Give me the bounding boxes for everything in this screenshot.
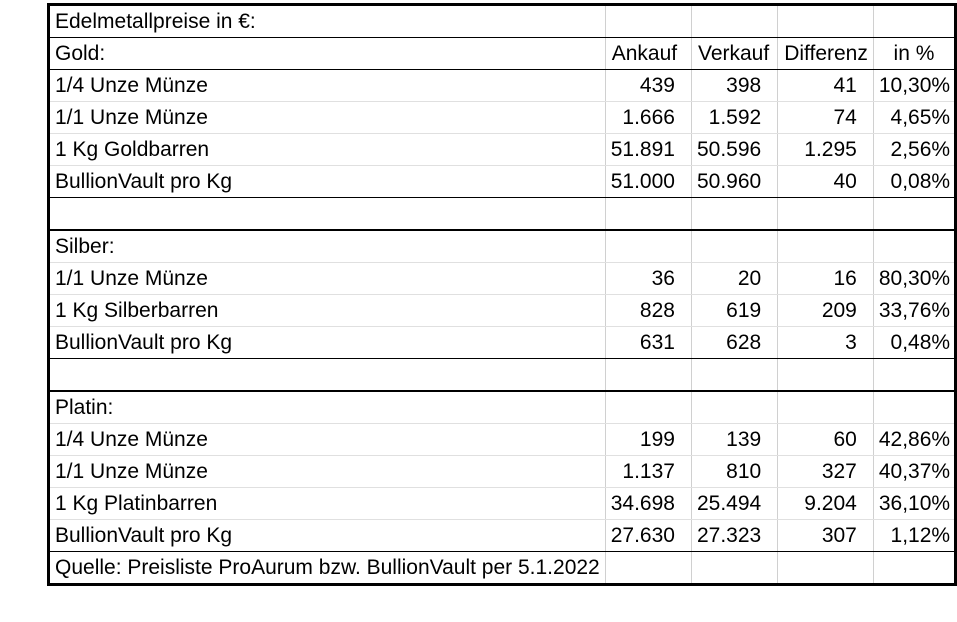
empty-cell[interactable] [691,359,777,392]
table-row [49,102,956,134]
table-row [49,166,956,198]
differenz-cell[interactable]: 60 [778,424,874,456]
column-header-differenz[interactable]: Differenz [778,38,874,70]
section-label-gold[interactable]: Gold: [49,38,606,70]
header-row [49,38,956,70]
table-row [49,456,956,488]
empty-cell[interactable] [873,552,955,585]
empty-cell[interactable] [691,391,777,424]
empty-cell[interactable] [605,230,691,263]
row-label[interactable]: BullionVault pro Kg [49,520,606,552]
ankauf-cell[interactable]: 439 [605,70,691,102]
empty-cell[interactable] [873,391,955,424]
title-row [49,5,956,38]
spacer-row [49,359,956,392]
verkauf-cell[interactable]: 50.960 [691,166,777,198]
ankauf-cell[interactable]: 828 [605,295,691,327]
source-note[interactable]: Quelle: Preisliste ProAurum bzw. BullionVault per 5.1.2022 [49,552,606,585]
table-row [49,295,956,327]
ankauf-cell[interactable]: 1.666 [605,102,691,134]
ankauf-cell[interactable]: 631 [605,327,691,359]
row-label[interactable]: BullionVault pro Kg [49,327,606,359]
prozent-cell[interactable]: 80,30% [873,263,955,295]
prozent-cell[interactable]: 42,86% [873,424,955,456]
ankauf-cell[interactable]: 51.000 [605,166,691,198]
column-header-prozent[interactable]: in % [873,38,955,70]
row-label[interactable]: 1/1 Unze Münze [49,263,606,295]
differenz-cell[interactable]: 1.295 [778,134,874,166]
empty-cell[interactable] [778,391,874,424]
section-label-platin[interactable]: Platin: [49,391,606,424]
differenz-cell[interactable]: 209 [778,295,874,327]
verkauf-cell[interactable]: 810 [691,456,777,488]
verkauf-cell[interactable]: 619 [691,295,777,327]
differenz-cell[interactable]: 40 [778,166,874,198]
verkauf-cell[interactable]: 1.592 [691,102,777,134]
empty-cell[interactable] [605,552,691,585]
table-row [49,327,956,359]
table-row [49,134,956,166]
ankauf-cell[interactable]: 34.698 [605,488,691,520]
differenz-cell[interactable]: 9.204 [778,488,874,520]
prozent-cell[interactable]: 0,08% [873,166,955,198]
prozent-cell[interactable]: 4,65% [873,102,955,134]
section-label-silber[interactable]: Silber: [49,230,606,263]
prozent-cell[interactable]: 2,56% [873,134,955,166]
differenz-cell[interactable]: 3 [778,327,874,359]
differenz-cell[interactable]: 327 [778,456,874,488]
differenz-cell[interactable]: 74 [778,102,874,134]
empty-cell[interactable] [605,359,691,392]
empty-cell[interactable] [778,359,874,392]
row-label[interactable]: 1/4 Unze Münze [49,424,606,456]
empty-cell[interactable] [691,230,777,263]
prozent-cell[interactable]: 36,10% [873,488,955,520]
empty-cell[interactable] [778,230,874,263]
table-row [49,488,956,520]
verkauf-cell[interactable]: 398 [691,70,777,102]
empty-cell[interactable] [605,5,691,38]
row-label[interactable]: 1 Kg Silberbarren [49,295,606,327]
empty-cell[interactable] [778,198,874,231]
verkauf-cell[interactable]: 50.596 [691,134,777,166]
table-row [49,263,956,295]
empty-cell[interactable] [605,391,691,424]
table-row [49,70,956,102]
verkauf-cell[interactable]: 628 [691,327,777,359]
prozent-cell[interactable]: 10,30% [873,70,955,102]
row-label[interactable]: 1 Kg Platinbarren [49,488,606,520]
empty-cell[interactable] [605,198,691,231]
spacer-row [49,198,956,231]
ankauf-cell[interactable]: 27.630 [605,520,691,552]
prozent-cell[interactable]: 1,12% [873,520,955,552]
ankauf-cell[interactable]: 36 [605,263,691,295]
prozent-cell[interactable]: 40,37% [873,456,955,488]
empty-cell[interactable] [778,552,874,585]
price-table [47,3,957,586]
differenz-cell[interactable]: 16 [778,263,874,295]
verkauf-cell[interactable]: 25.494 [691,488,777,520]
column-header-verkauf[interactable]: Verkauf [691,38,777,70]
ankauf-cell[interactable]: 51.891 [605,134,691,166]
ankauf-cell[interactable]: 199 [605,424,691,456]
differenz-cell[interactable]: 41 [778,70,874,102]
empty-cell[interactable] [49,359,606,392]
prozent-cell[interactable]: 33,76% [873,295,955,327]
empty-cell[interactable] [691,198,777,231]
empty-cell[interactable] [778,5,874,38]
table-title[interactable]: Edelmetallpreise in €: [49,5,606,38]
row-label[interactable]: 1/1 Unze Münze [49,456,606,488]
empty-cell[interactable] [873,230,955,263]
verkauf-cell[interactable]: 27.323 [691,520,777,552]
verkauf-cell[interactable]: 20 [691,263,777,295]
verkauf-cell[interactable]: 139 [691,424,777,456]
row-label[interactable]: 1/4 Unze Münze [49,70,606,102]
row-label[interactable]: 1/1 Unze Münze [49,102,606,134]
empty-cell[interactable] [691,5,777,38]
table-row [49,520,956,552]
differenz-cell[interactable]: 307 [778,520,874,552]
ankauf-cell[interactable]: 1.137 [605,456,691,488]
column-header-ankauf[interactable]: Ankauf [605,38,691,70]
row-label[interactable]: BullionVault pro Kg [49,166,606,198]
source-row [49,552,956,585]
empty-cell[interactable] [873,359,955,392]
empty-cell[interactable] [873,198,955,231]
empty-cell[interactable] [49,198,606,231]
row-label[interactable]: 1 Kg Goldbarren [49,134,606,166]
prozent-cell[interactable]: 0,48% [873,327,955,359]
section-row-platin [49,391,956,424]
empty-cell[interactable] [691,552,777,585]
empty-cell[interactable] [873,5,955,38]
section-row-silber [49,230,956,263]
table-row [49,424,956,456]
